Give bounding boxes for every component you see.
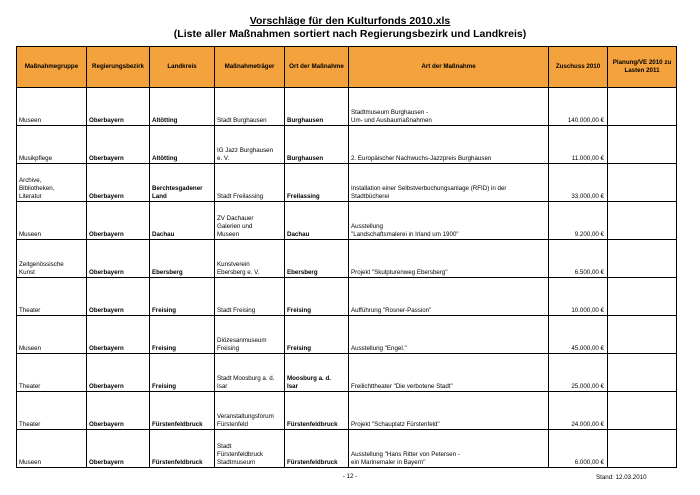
header-massnahmegruppe: Maßnahmegruppe [17,47,87,88]
cell-ort: Fürstenfeldbruck [285,430,349,468]
header-landkreis: Landkreis [150,47,215,88]
cell-planung [608,240,677,278]
cell-landkreis: Berchtesgadener Land [150,164,215,202]
cell-massnahmetraeger: Stadt Freising [215,278,285,316]
cell-art: Aufführung "Rosner-Passion" [349,278,549,316]
cell-zuschuss: 11.000,00 € [549,126,608,164]
title-line-2: (Liste aller Maßnahmen sortiert nach Regierungsbezirk und Landkreis) [173,28,527,40]
cell-planung [608,164,677,202]
cell-zuschuss: 6.500,00 € [549,240,608,278]
header-massnahmetraeger: Maßnahmeträger [215,47,285,88]
header-art: Art der Maßnahme [349,47,549,88]
cell-massnahmetraeger: Diözesanmuseum Freising [215,316,285,354]
cell-massnahmetraeger: Veranstaltungsforum Fürstenfeld [215,392,285,430]
cell-ort: Freising [285,316,349,354]
cell-landkreis: Freising [150,354,215,392]
cell-regierungsbezirk: Oberbayern [87,392,150,430]
header-ort: Ort der Maßnahme [285,47,349,88]
cell-massnahmegruppe: Museen [17,430,87,468]
measures-table [16,46,677,468]
document-title [0,15,700,41]
cell-ort: Fürstenfeldbruck [285,392,349,430]
cell-planung [608,202,677,240]
cell-landkreis: Altötting [150,88,215,126]
cell-regierungsbezirk: Oberbayern [87,126,150,164]
cell-zuschuss: 9.200,00 € [549,202,608,240]
cell-landkreis: Fürstenfeldbruck [150,430,215,468]
cell-massnahmegruppe: Zeitgenössische Kunst [17,240,87,278]
cell-landkreis: Ebersberg [150,240,215,278]
cell-regierungsbezirk: Oberbayern [87,278,150,316]
cell-massnahmetraeger: ZV Dachauer Galerien und Museen [215,202,285,240]
cell-landkreis: Fürstenfeldbruck [150,392,215,430]
cell-massnahmegruppe: Theater [17,354,87,392]
table-row [17,392,677,430]
cell-landkreis: Freising [150,278,215,316]
cell-zuschuss: 45.000,00 € [549,316,608,354]
cell-zuschuss: 24.000,00 € [549,392,608,430]
table-row [17,164,677,202]
table-row [17,126,677,164]
cell-art: Projekt "Schauplatz Fürstenfeld" [349,392,549,430]
cell-regierungsbezirk: Oberbayern [87,430,150,468]
table-row [17,278,677,316]
cell-massnahmegruppe: Museen [17,88,87,126]
cell-massnahmetraeger: Kunstverein Ebersberg e. V. [215,240,285,278]
page-number: - 12 - [342,473,358,480]
table-row [17,430,677,468]
cell-regierungsbezirk: Oberbayern [87,240,150,278]
cell-massnahmegruppe: Musikpflege [17,126,87,164]
header-planung: Planung/VE 2010 zu Lasten 2011 [608,47,677,88]
cell-planung [608,392,677,430]
cell-planung [608,430,677,468]
table-header-row [17,47,677,88]
cell-ort: Moosburg a. d. Isar [285,354,349,392]
cell-art: Projekt "Skulpturenweg Ebersberg" [349,240,549,278]
cell-massnahmegruppe: Museen [17,202,87,240]
table-row [17,88,677,126]
cell-ort: Burghausen [285,126,349,164]
table-row [17,240,677,278]
cell-zuschuss: 33.000,00 € [549,164,608,202]
cell-planung [608,278,677,316]
cell-massnahmegruppe: Theater [17,392,87,430]
cell-zuschuss: 6.000,00 € [549,430,608,468]
cell-planung [608,88,677,126]
table-row [17,202,677,240]
table-row [17,354,677,392]
table-row [17,316,677,354]
cell-ort: Dachau [285,202,349,240]
cell-regierungsbezirk: Oberbayern [87,354,150,392]
cell-regierungsbezirk: Oberbayern [87,202,150,240]
cell-art: 2. Europäischer Nachwuchs-Jazzpreis Burghausen [349,126,549,164]
cell-zuschuss: 140.000,00 € [549,88,608,126]
cell-massnahmetraeger: Stadt Fürstenfeldbruck Stadtmuseum [215,430,285,468]
cell-massnahmetraeger: Stadt Burghausen [215,88,285,126]
cell-landkreis: Altötting [150,126,215,164]
cell-planung [608,354,677,392]
cell-massnahmegruppe: Archive, Bibliotheken, Literatur [17,164,87,202]
cell-regierungsbezirk: Oberbayern [87,316,150,354]
cell-art: Ausstellung "Hans Ritter von Petersen - ein Marinemaler in Bayern" [349,430,549,468]
header-regierungsbezirk: Regierungsbezirk [87,47,150,88]
cell-regierungsbezirk: Oberbayern [87,88,150,126]
cell-art: Installation einer Selbstverbuchungsanlage (RFID) in der Stadtbücherei [349,164,549,202]
title-line-1: Vorschläge für den Kulturfonds 2010.xls [249,15,451,27]
cell-zuschuss: 10.000,00 € [549,278,608,316]
cell-massnahmegruppe: Museen [17,316,87,354]
cell-planung [608,126,677,164]
cell-landkreis: Dachau [150,202,215,240]
cell-art: Ausstellung "Engel." [349,316,549,354]
cell-landkreis: Freising [150,316,215,354]
cell-regierungsbezirk: Oberbayern [87,164,150,202]
cell-art: Stadtmuseum Burghausen - Um- und Ausbaumaßnahmen [349,88,549,126]
cell-massnahmegruppe: Theater [17,278,87,316]
cell-massnahmetraeger: Stadt Moosburg a. d. Isar [215,354,285,392]
cell-art: Ausstellung "Landschaftsmalerei in Irland um 1900" [349,202,549,240]
cell-massnahmetraeger: Stadt Freilassing [215,164,285,202]
cell-massnahmetraeger: IG Jazz Burghausen e. V. [215,126,285,164]
cell-ort: Freising [285,278,349,316]
cell-ort: Freilassing [285,164,349,202]
cell-planung [608,316,677,354]
cell-ort: Burghausen [285,88,349,126]
stand-date: Stand: 12.03.2010 [596,474,647,481]
header-zuschuss: Zuschuss 2010 [549,47,608,88]
cell-zuschuss: 25.000,00 € [549,354,608,392]
cell-art: Freilichttheater "Die verbotene Stadt" [349,354,549,392]
cell-ort: Ebersberg [285,240,349,278]
